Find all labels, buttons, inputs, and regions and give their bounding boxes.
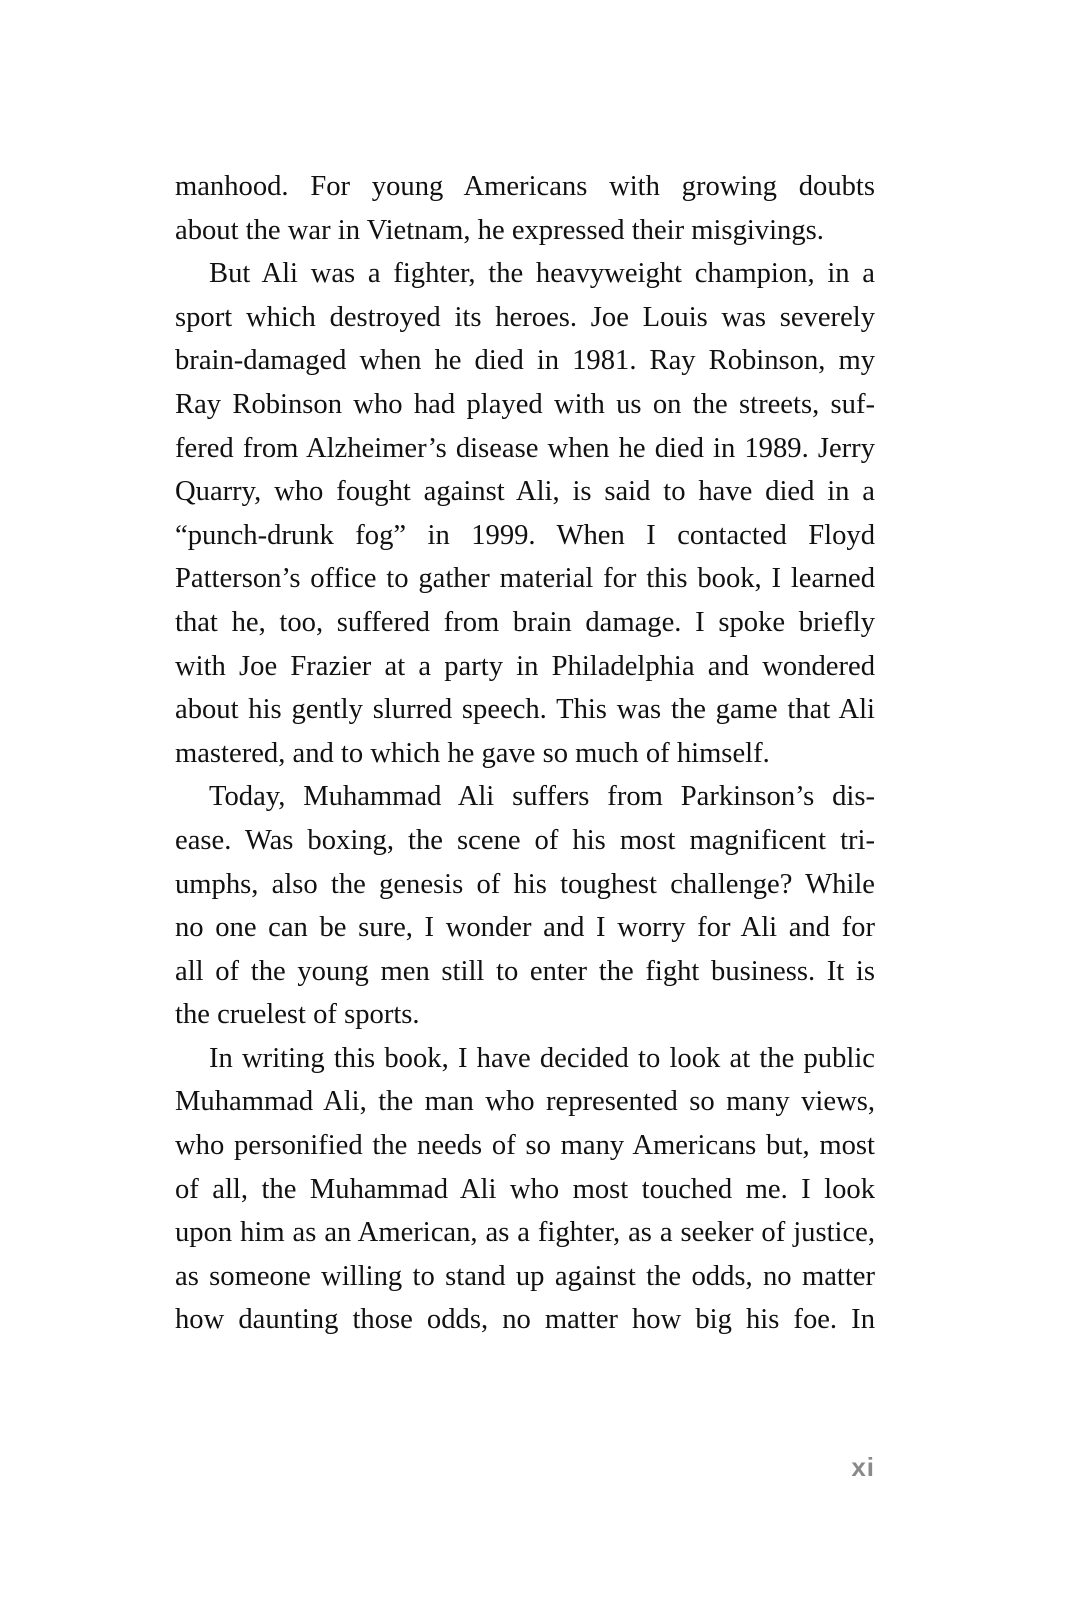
text-line: about the war in Vietnam, he expressed their misgivings. xyxy=(175,214,824,246)
text-line: as someone willing to stand up against the odds, no matter xyxy=(175,1260,875,1292)
text-line: brain-damaged when he died in 1981. Ray Robinson, my xyxy=(175,345,875,377)
text-line: fered from Alzheimer’s disease when he died in 1989. Jerry xyxy=(175,432,875,464)
text-line: how daunting those odds, no matter how big his foe. In xyxy=(175,1304,875,1336)
text-line: that he, too, suffered from brain damage. I spoke briefly xyxy=(175,606,875,638)
text-line: In writing this book, I have decided to look at the public xyxy=(209,1042,875,1074)
text-line: all of the young men still to enter the fight business. It is xyxy=(175,955,875,987)
text-line: of all, the Muhammad Ali who most touched me. I look xyxy=(175,1173,875,1205)
text-line: about his gently slurred speech. This was the game that Ali xyxy=(175,694,875,726)
text-line: Ray Robinson who had played with us on the streets, suf- xyxy=(175,388,875,420)
text-line: manhood. For young Americans with growing doubts xyxy=(175,171,875,202)
text-line: Today, Muhammad Ali suffers from Parkinson’s dis- xyxy=(209,781,875,813)
body-text xyxy=(175,165,875,1342)
text-line: mastered, and to which he gave so much of himself. xyxy=(175,737,770,769)
text-line: who personified the needs of so many Americans but, most xyxy=(175,1130,875,1162)
text-line: ease. Was boxing, the scene of his most magnificent tri- xyxy=(175,824,875,856)
text-line: sport which destroyed its heroes. Joe Louis was severely xyxy=(175,301,875,333)
text-line: no one can be sure, I wonder and I worry for Ali and for xyxy=(175,912,875,944)
text-line: Patterson’s office to gather material for this book, I learned xyxy=(175,563,875,595)
text-line: with Joe Frazier at a party in Philadelphia and wondered xyxy=(175,650,875,682)
text-line: upon him as an American, as a fighter, as a seeker of justice, xyxy=(175,1217,875,1249)
text-line: the cruelest of sports. xyxy=(175,999,420,1031)
text-line: umphs, also the genesis of his toughest challenge? While xyxy=(175,868,875,900)
text-line: But Ali was a fighter, the heavyweight champion, in a xyxy=(209,258,875,290)
text-line: “punch-drunk fog” in 1999. When I contacted Floyd xyxy=(175,519,875,551)
text-line: Muhammad Ali, the man who represented so many views, xyxy=(175,1086,875,1118)
text-line: Quarry, who fought against Ali, is said to have died in a xyxy=(175,476,875,508)
page-number: xi xyxy=(851,1452,875,1482)
